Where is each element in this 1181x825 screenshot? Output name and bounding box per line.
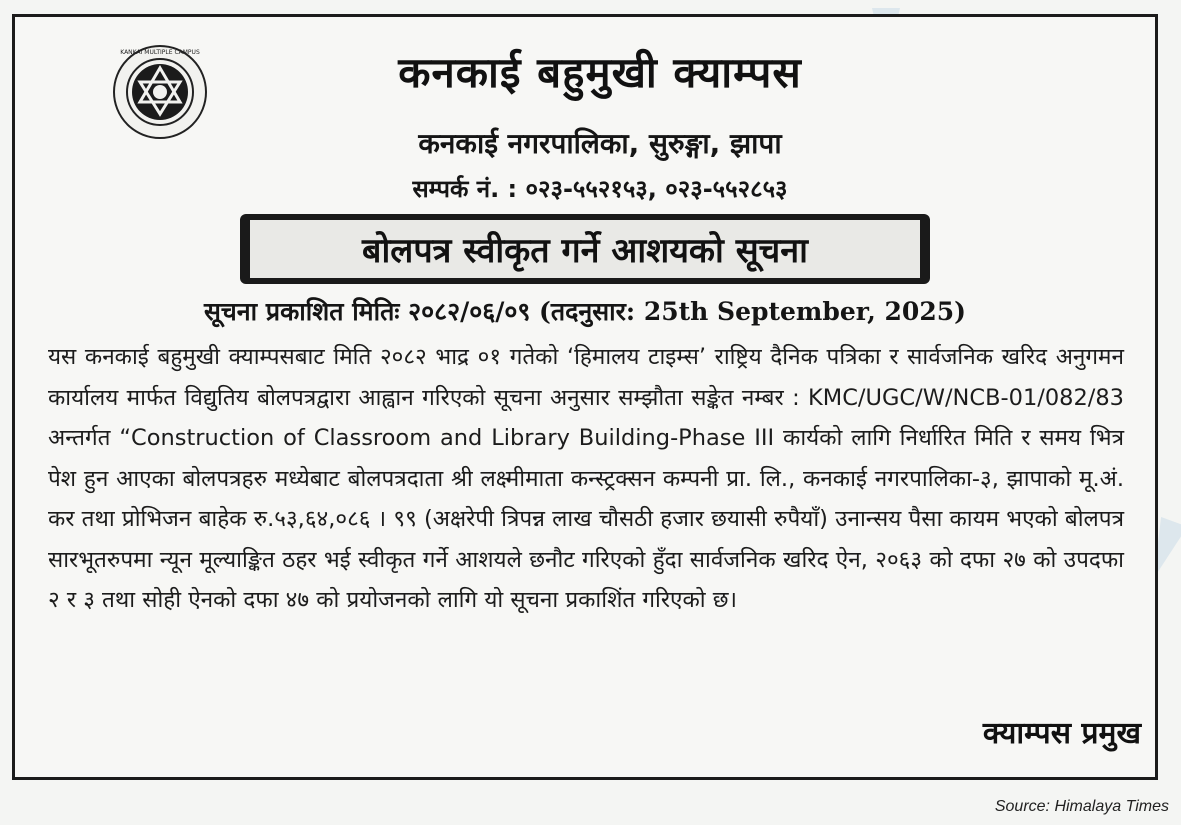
campus-logo — [112, 44, 208, 140]
notice-title: बोलपत्र स्वीकृत गर्ने आशयको सूचना — [250, 220, 920, 278]
org-contact: सम्पर्क नं. : ०२३-५५२१५३, ०२३-५५२८५३ — [412, 175, 788, 203]
svg-text:KANKAI MULTIPLE CAMPUS: KANKAI MULTIPLE CAMPUS — [120, 49, 200, 56]
notice-body: यस कनकाई बहुमुखी क्याम्पसबाट मिति २०८२ भाद्र ०१ गतेको ‘हिमालय टाइम्स’ राष्ट्रिय दैनिक पत्रिका र सार्वजनिक खरिद अनुगमन कार्यालय मार्फत विद्युतिय बोलपत्रद्वारा आह्वान गरिएको सूचना अनुसार सम्झौता सङ्केत नम्बर : KMC/UGC/W/NCB-01/082/83 अन्तर्गत “Construction of Classroom and Library Building-Phase III कार्यको लागि निर्धारित मिति र समय भित्र पेश हुन आएका बोलपत्रहरु मध्येबाट बोलपत्रदाता श्री लक्ष्मीमाता कन्स्ट्रक्सन कम्पनी प्रा. लि., कनकाई नगरपालिका-३, झापाको मू.अं. कर तथा प्रोभिजन बाहेक रु.५३,६४,०८६ । ९९ (अक्षरेपी त्रिपन्न लाख चौसठी हजार छयासी रुपैयाँ) उनान्सय पैसा कायम भएको बोलपत्र सारभूतरुपमा न्यून मूल्याङ्कित ठहर भई स्वीकृत गर्ने आशयले छनौट गरिएको हुँदा सार्वजनिक खरिद ऐन, २०६३ को दफा २७ को उपदफा २ र ३ तथा सोही ऐनको दफा ४७ को प्रयोजनको लागि यो सूचना प्रकाशिंत गरिएको छ। — [48, 344, 1124, 613]
source-credit: Source: Himalaya Times — [994, 798, 1169, 815]
signature: क्याम्पस प्रमुख — [982, 716, 1141, 751]
notice-title-banner — [240, 214, 930, 284]
org-name: कनकाई बहुमुखी क्याम्पस — [398, 48, 802, 97]
publish-date: सूचना प्रकाशित मितिः २०८२/०६/०९ (तदनुसार: 25th September, 2025) — [204, 297, 966, 326]
org-address: कनकाई नगरपालिका, सुरुङ्गा, झापा — [418, 127, 782, 160]
